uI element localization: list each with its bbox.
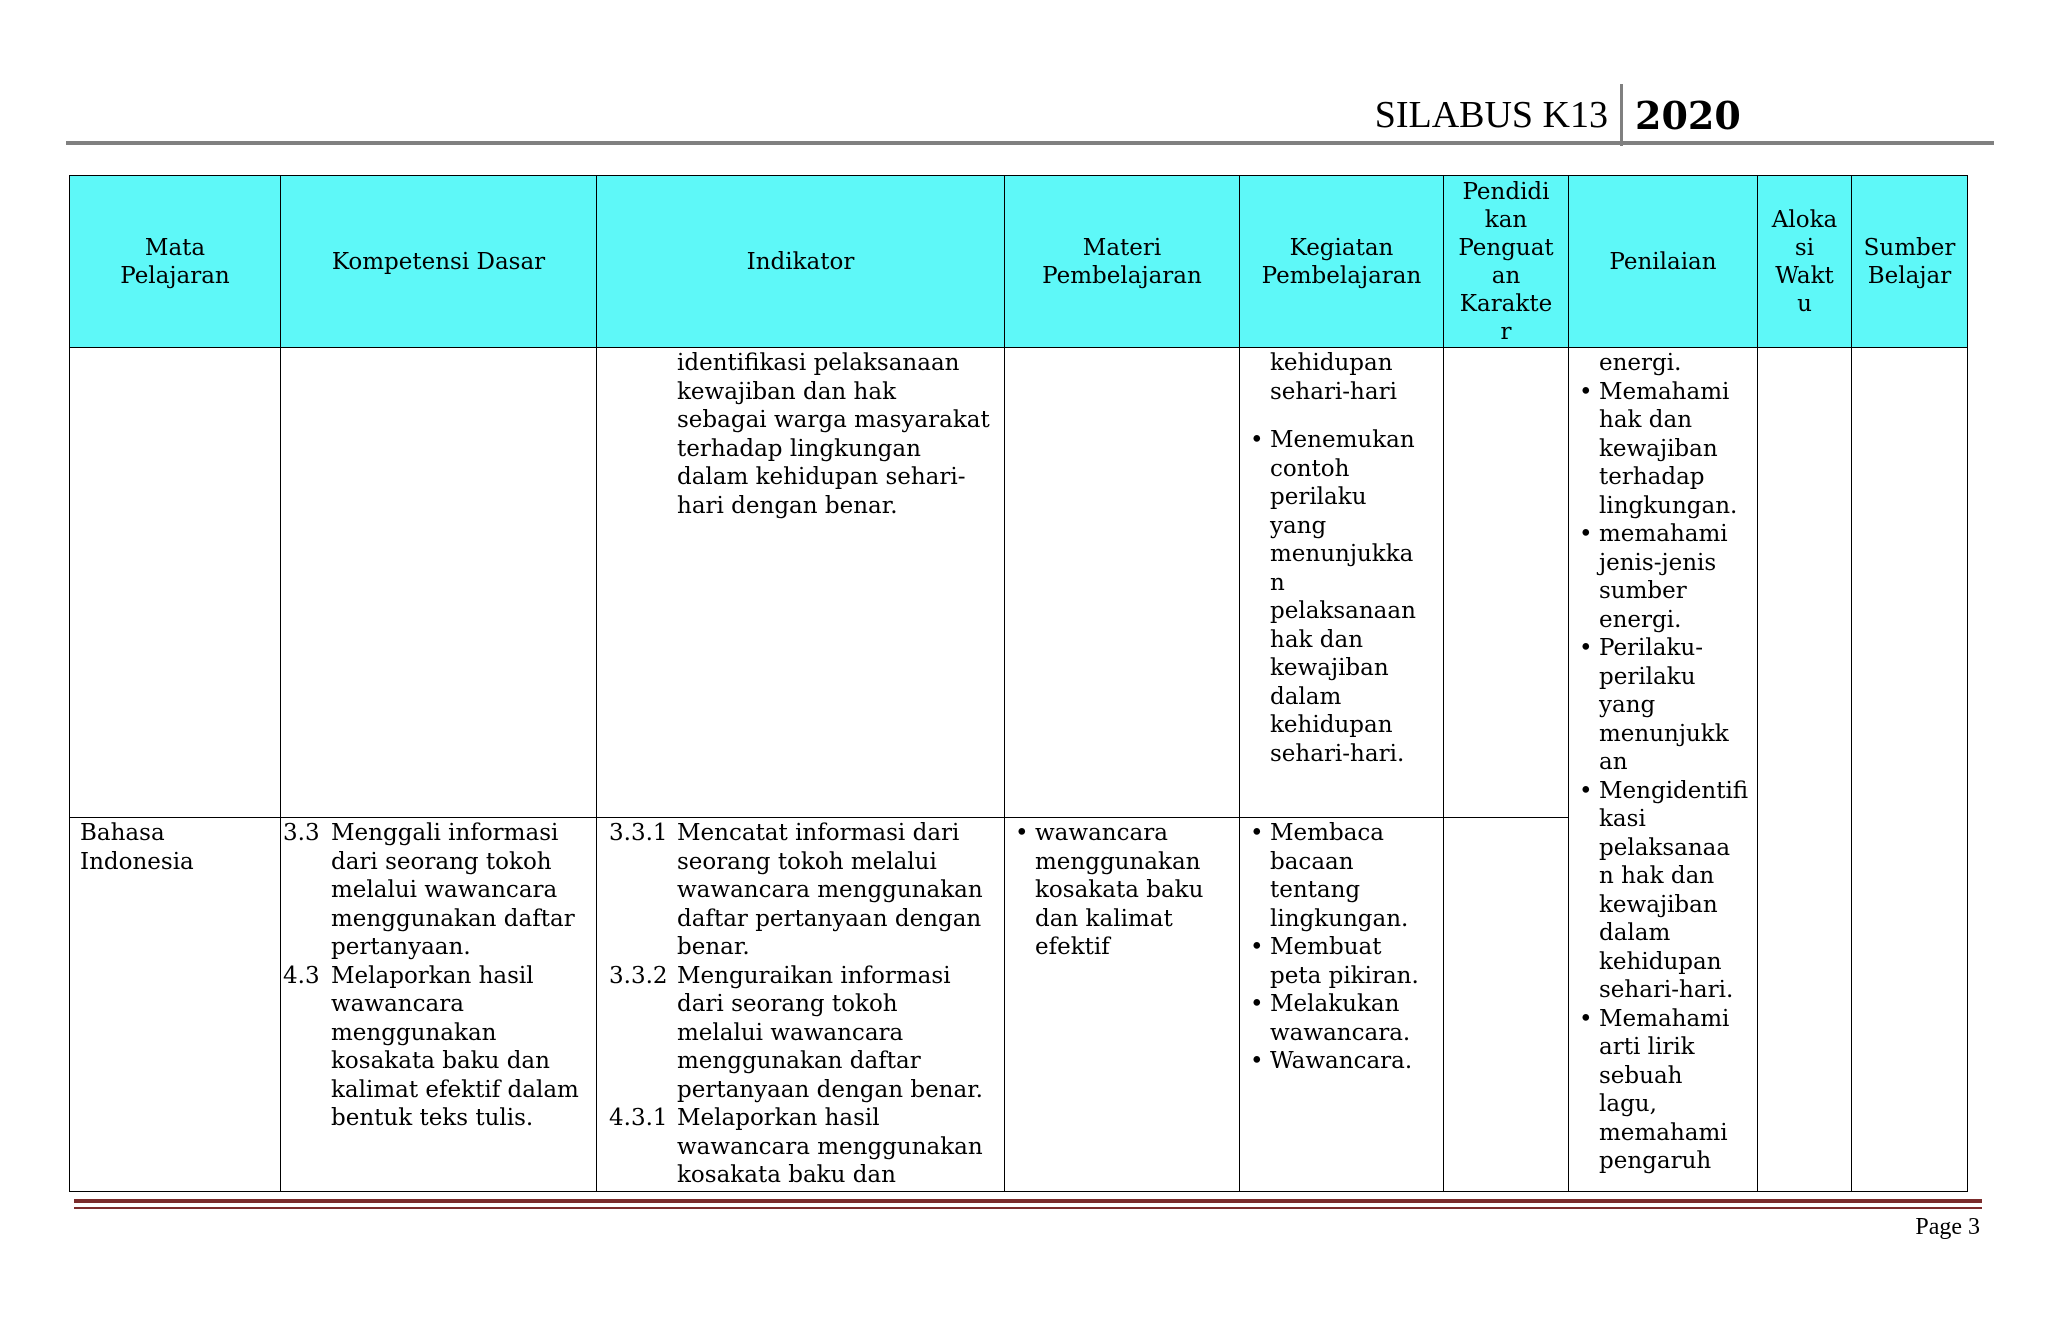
header-title: [1300, 86, 1755, 144]
column-header-penilaian: Penilaian: [1569, 176, 1758, 348]
kompetensi-item: 3.3 Menggali informasi dari seorang tokoh melalui wawancara menggunakan daftar pertanyaan.: [283, 820, 575, 960]
document-year: 2020: [1635, 92, 1741, 138]
footer-rule: [74, 1207, 1982, 1209]
cell-kegiatan: [1240, 818, 1444, 1192]
cell-alokasi-waktu: [1758, 348, 1852, 1192]
cell-penilaian: [1569, 348, 1758, 1192]
subject-name: Bahasa Indonesia: [80, 820, 194, 875]
cell-kegiatan: [1240, 348, 1444, 818]
list-item: • Membaca bacaan tentang lingkungan.: [1250, 820, 1409, 932]
cell-kompetensi: [281, 818, 597, 1192]
cell-materi: [1005, 818, 1240, 1192]
column-header-ppk: Pendidi kan Penguat an Karakte r: [1444, 176, 1569, 348]
bullet-icon: •: [1579, 1005, 1593, 1032]
bullet-icon: •: [1250, 991, 1264, 1017]
cell-indikator: [597, 348, 1005, 818]
header-rule: [66, 141, 1994, 145]
list-item: • memahami jenis-jenis sumber energi.: [1579, 521, 1728, 633]
list-item: • Membuat peta pikiran.: [1250, 934, 1419, 989]
cell-indikator: [597, 818, 1005, 1192]
indikator-item: 3.3.2 Menguraikan informasi dari seorang tokoh melalui wawancara menggunakan daftar pertanyaan dengan benar.: [609, 962, 983, 1103]
page-number: Page 3: [1915, 1214, 1980, 1240]
list-item: • Menemukan contoh perilaku yang menunjukka n pelaksanaan hak dan kewajiban dalam kehidupan sehari-hari.: [1250, 427, 1416, 767]
cell-ppk: [1444, 818, 1569, 1192]
list-item: • Wawancara.: [1250, 1048, 1413, 1074]
list-item: • Melakukan wawancara.: [1250, 991, 1411, 1046]
bullet-icon: •: [1579, 635, 1593, 661]
footer-rule: [74, 1199, 1982, 1203]
column-header-alokasi-waktu: Aloka si Wakt u: [1758, 176, 1852, 348]
indikator-item: 4.3.1 Melaporkan hasil wawancara menggunakan kosakata baku dan: [609, 1105, 983, 1188]
syllabus-table: [69, 175, 1968, 1192]
bullet-icon: •: [1579, 378, 1593, 405]
table-header-row: [70, 176, 1968, 348]
column-header-mata-pelajaran: Mata Pelajaran: [70, 176, 281, 348]
bullet-icon: •: [1579, 777, 1593, 804]
column-header-materi: Materi Pembelajaran: [1005, 176, 1240, 348]
kegiatan-continuation: kehidupan sehari-hari: [1270, 350, 1397, 405]
cell-mata-pelajaran: [70, 348, 281, 818]
cell-kompetensi: [281, 348, 597, 818]
indikator-continuation: identifikasi pelaksanaan kewajiban dan hak sebagai warga masyarakat terhadap lingkungan dalam kehidupan sehari- hari dengan benar.: [677, 350, 990, 519]
bullet-icon: •: [1250, 934, 1264, 960]
penilaian-continuation: energi.: [1599, 350, 1682, 376]
bullet-icon: •: [1250, 1048, 1264, 1074]
list-item: • wawancara menggunakan kosakata baku dan kalimat efektif: [1015, 820, 1204, 960]
list-item: • Mengidentifi kasi pelaksanaa n hak dan kewajiban dalam kehidupan sehari-hari.: [1579, 777, 1749, 1003]
indikator-item: 3.3.1 Mencatat informasi dari seorang tokoh melalui wawancara menggunakan daftar pertanyaan dengan benar.: [609, 820, 983, 960]
cell-materi: [1005, 348, 1240, 818]
table-row: [70, 348, 1968, 818]
list-item: • Memahami arti lirik sebuah lagu, memahami pengaruh: [1579, 1005, 1730, 1174]
bullet-icon: •: [1579, 521, 1593, 547]
column-header-kompetensi-dasar: Kompetensi Dasar: [281, 176, 597, 348]
kompetensi-item: 4.3 Melaporkan hasil wawancara menggunakan kosakata baku dan kalimat efektif dalam bentuk teks tulis.: [283, 962, 579, 1131]
bullet-icon: •: [1015, 820, 1029, 846]
document-name: SILABUS K13: [1374, 94, 1608, 136]
cell-sumber-belajar: [1852, 348, 1968, 1192]
bullet-icon: •: [1250, 427, 1264, 453]
cell-ppk: [1444, 348, 1569, 818]
cell-mata-pelajaran: [70, 818, 281, 1192]
column-header-kegiatan: Kegiatan Pembelajaran: [1240, 176, 1444, 348]
column-header-sumber-belajar: Sumber Belajar: [1852, 176, 1968, 348]
bullet-icon: •: [1250, 820, 1264, 846]
list-item: • Memahami hak dan kewajiban terhadap lingkungan.: [1579, 378, 1738, 519]
column-header-indikator: Indikator: [597, 176, 1005, 348]
list-item: • Perilaku- perilaku yang menunjukk an: [1579, 635, 1729, 775]
